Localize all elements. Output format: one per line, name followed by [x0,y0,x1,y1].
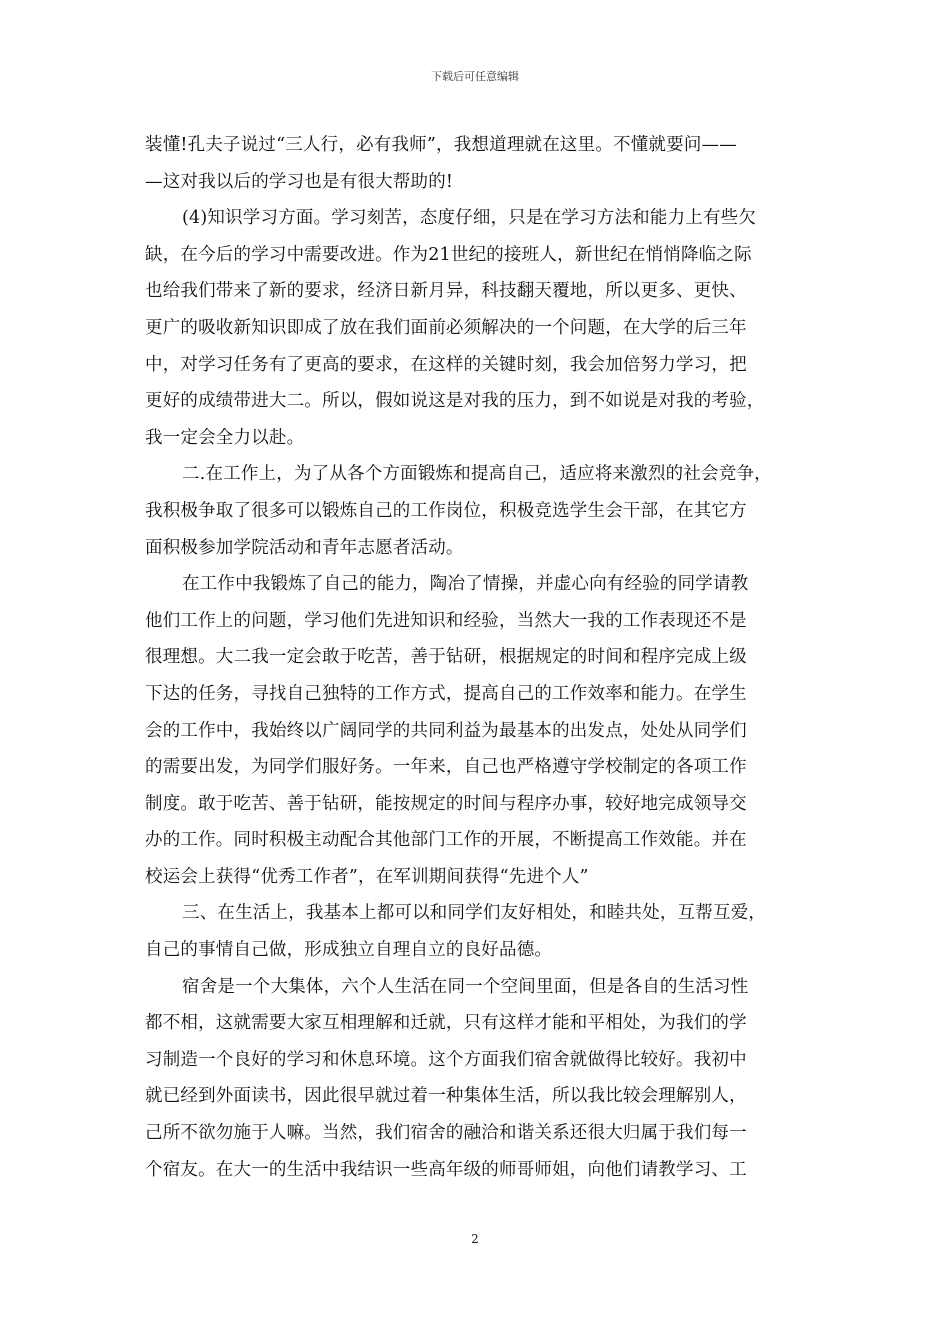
text-line: 制度。敢于吃苦、善于钻研，能按规定的时间与程序办事，较好地完成领导交 [145,793,747,814]
text-line: 习制造一个良好的学习和休息环境。这个方面我们宿舍就做得比较好。我初中 [145,1049,747,1070]
text-line: 三、在生活上，我基本上都可以和同学们友好相处，和睦共处，互帮互爱， [182,903,767,924]
text-line: 在工作中我锻炼了自己的能力，陶冶了情操，并虚心向有经验的同学请教 [182,574,749,595]
text-line: 更广的吸收新知识即成了放在我们面前必须解决的一个问题，在大学的后三年 [145,317,747,338]
text-line: 下达的任务，寻找自己独特的工作方式，提高自己的工作效率和能力。在学生 [145,683,747,704]
text-line: 就已经到外面读书，因此很早就过着一种集体生活，所以我比较会理解别人， [145,1086,747,1107]
document-body [145,127,807,1188]
text-line: 都不相，这就需要大家互相理解和迁就，只有这样才能和平相处，为我们的学 [145,1013,747,1034]
text-line: 办的工作。同时积极主动配合其他部门工作的开展，不断提高工作效能。并在 [145,830,747,851]
text-line: —这对我以后的学习也是有很大帮助的! [145,171,454,192]
text-line: 会的工作中，我始终以广阔同学的共同利益为最基本的出发点，处处从同学们 [145,720,747,741]
text-line: 装懂!孔夫子说过“三人行，必有我师”，我想道理就在这里。不懂就要问—— [145,135,737,155]
text-line: 更好的成绩带进大二。所以，假如说这是对我的压力，到不如说是对我的考验， [145,391,765,412]
text-line: 缺，在今后的学习中需要改进。作为21世纪的接班人，新世纪在悄悄降临之际 [145,244,752,265]
text-line: 中，对学习任务有了更高的要求，在这样的关键时刻，我会加倍努力学习，把 [145,354,747,375]
page-header: 下载后可任意编辑 [431,70,519,83]
text-line: 己所不欲勿施于人嘛。当然，我们宿舍的融洽和谐关系还很大归属于我们每一 [145,1123,747,1144]
text-line: 的需要出发，为同学们服好务。一年来，自己也严格遵守学校制定的各项工作 [145,757,747,778]
text-line: 面积极参加学院活动和青年志愿者活动。 [145,537,464,558]
text-line: (4)知识学习方面。学习刻苦，态度仔细，只是在学习方法和能力上有些欠 [182,208,757,229]
text-line: 宿舍是一个大集体，六个人生活在同一个空间里面，但是各自的生活习性 [182,976,749,997]
text-line: 个宿友。在大一的生活中我结识一些高年级的师哥师姐，向他们请教学习、工 [145,1159,747,1180]
text-line: 自己的事情自己做，形成独立自理自立的良好品德。 [145,940,553,961]
text-line: 二.在工作上，为了从各个方面锻炼和提高自己，适应将来激烈的社会竞争， [182,464,772,485]
page-number: 2 [471,1232,479,1246]
text-line: 我一定会全力以赴。 [145,427,305,448]
text-line: 他们工作上的问题，学习他们先进知识和经验，当然大一我的工作表现还不是 [145,610,747,631]
text-line: 我积极争取了很多可以锻炼自己的工作岗位，积极竞选学生会干部，在其它方 [145,500,747,521]
text-line: 校运会上获得“优秀工作者”，在军训期间获得“先进个人” [145,866,589,887]
text-line: 很理想。大二我一定会敢于吃苦，善于钻研，根据规定的时间和程序完成上级 [145,647,747,668]
text-line: 也给我们带来了新的要求，经济日新月异，科技翻天覆地，所以更多、更快、 [145,281,747,302]
